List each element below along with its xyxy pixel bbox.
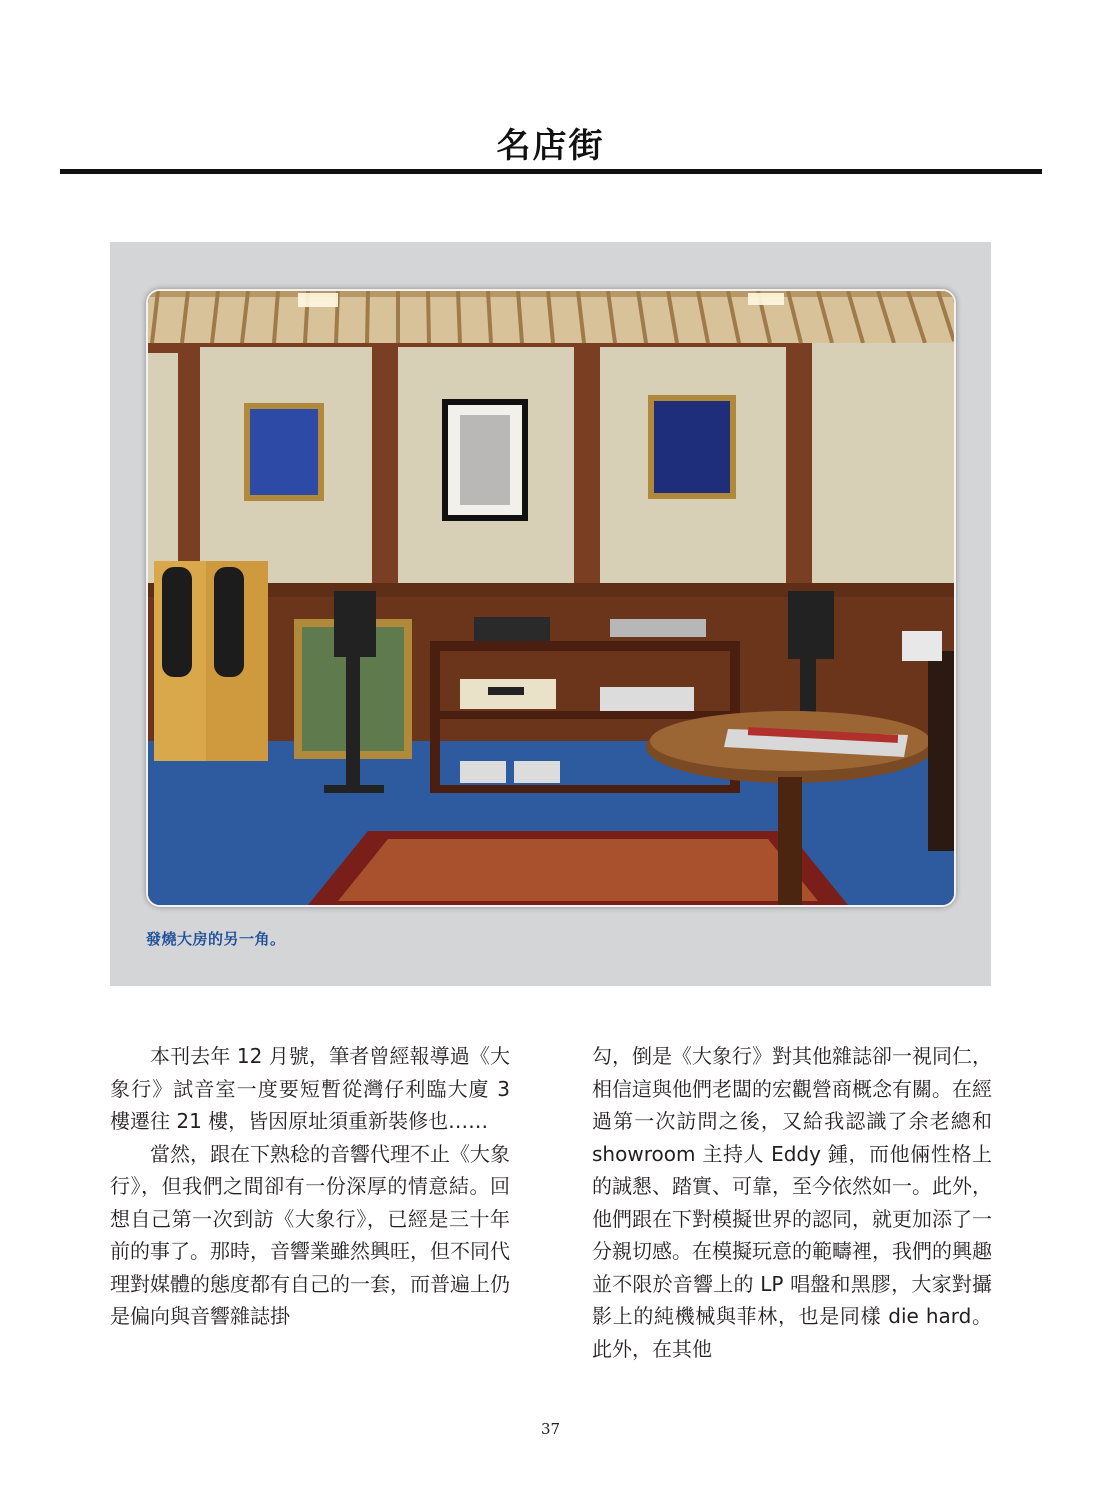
figure-panel bbox=[110, 242, 991, 986]
article-column-right bbox=[592, 1040, 992, 1365]
section-title: 名店街 bbox=[496, 126, 605, 166]
figure-caption: 發燒大房的另一角。 bbox=[146, 930, 286, 948]
paragraph: 本刊去年 12 月號，筆者曾經報導過《大象行》試音室一度要短暫從灣仔利臨大廈 3 樓遷往 21 樓，皆因原址須重新裝修也…… bbox=[110, 1044, 510, 1133]
page-number: 37 bbox=[540, 1420, 561, 1438]
title-divider bbox=[60, 169, 1042, 174]
paragraph: 勾，倒是《大象行》對其他雜誌卻一視同仁，相信這與他們老闆的宏觀營商概念有關。在經過第一次訪問之後，又給我認識了余老總和 showroom 主持人 Eddy 鍾，而他倆性格上的誠懇、踏實、可靠，至今依然如一。此外，他們跟在下對模擬世界的認同，就更加添了一分親切感。在模擬玩意的範疇裡，我們的興趣並不限於音響上的 LP 唱盤和黑膠，大家對攝影上的純機械與菲林，也是同樣 die hard。此外，在其他 bbox=[592, 1044, 992, 1361]
paragraph: 當然，跟在下熟稔的音響代理不止《大象行》，但我們之間卻有一份深厚的情意結。回想自己第一次到訪《大象行》，已經是三十年前的事了。那時，音響業雖然興旺，但不同代理對媒體的態度都有自己的一套，而普遍上仍是偏向與音響雜誌掛 bbox=[110, 1141, 510, 1328]
article-column-left bbox=[110, 1040, 510, 1333]
showroom-photo bbox=[146, 289, 956, 907]
